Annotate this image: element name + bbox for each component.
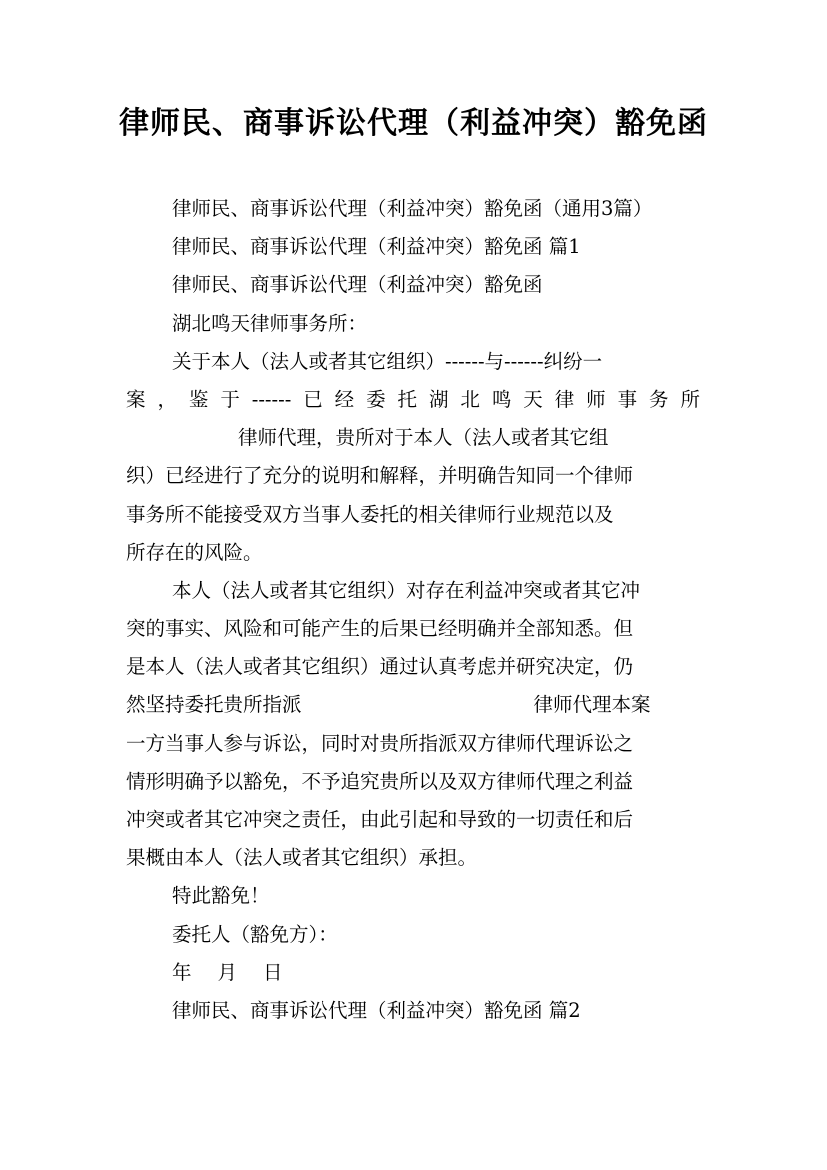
letter-title: 律师民、商事诉讼代理（利益冲突）豁免函 — [172, 273, 543, 297]
paragraph-line: 织）已经进行了充分的说明和解释，并明确告知同一个律师 — [126, 464, 634, 488]
date-day: 日 — [263, 960, 283, 984]
date-month: 月 — [217, 960, 238, 984]
paragraph-line — [126, 419, 700, 457]
paragraph-line-text: 然坚持委托贵所指派 — [126, 693, 302, 717]
part-heading: 律师民、商事诉讼代理（利益冲突）豁免函 篇1 — [172, 235, 581, 259]
date-line — [126, 954, 700, 992]
paragraph-line: 突的事实、风险和可能产生的后果已经明确并全部知悉。但 — [126, 617, 634, 641]
paragraph-line: 是本人（法人或者其它组织）通过认真考虑并研究决定，仍 — [126, 655, 634, 679]
paragraph-line: 事务所不能接受双方当事人委托的相关律师行业规范以及 — [126, 502, 614, 526]
document-body — [126, 190, 700, 1030]
paragraph-line — [126, 686, 700, 724]
paragraph-line: 果概由本人（法人或者其它组织）承担。 — [126, 846, 478, 870]
document-title: 律师民、商事诉讼代理（利益冲突）豁免函 — [119, 106, 708, 141]
collection-heading: 律师民、商事诉讼代理（利益冲突）豁免函（通用3篇） — [172, 197, 653, 220]
waiver-statement: 特此豁免！ — [172, 884, 270, 908]
paragraph-line: 案，鉴于------已经委托湖北鸣天律师事务所 — [126, 387, 700, 411]
paragraph-line-text: 律师代理，贵所对于本人（法人或者其它组 — [238, 426, 609, 450]
paragraph-line: 关于本人（法人或者其它组织）------与------纠纷一 — [172, 349, 603, 373]
paragraph-line: 情形明确予以豁免，不予追究贵所以及双方律师代理之利益 — [126, 769, 634, 793]
paragraph-line: 一方当事人参与诉讼，同时对贵所指派双方律师代理诉讼之 — [126, 731, 634, 755]
paragraph-2 — [126, 572, 700, 878]
paragraph-line: 本人（法人或者其它组织）对存在利益冲突或者其它冲 — [172, 578, 641, 602]
principal-label: 委托人（豁免方）： — [172, 922, 338, 946]
paragraph-line: 冲突或者其它冲突之责任，由此引起和导致的一切责任和后 — [126, 808, 634, 831]
paragraph-1 — [126, 343, 700, 572]
paragraph-line-text: 律师代理本案 — [533, 693, 651, 717]
date-year: 年 — [172, 960, 192, 984]
paragraph-line: 所存在的风险。 — [126, 540, 263, 564]
next-part-heading: 律师民、商事诉讼代理（利益冲突）豁免函 篇2 — [172, 998, 581, 1022]
recipient: 湖北鸣天律师事务所： — [172, 311, 368, 335]
